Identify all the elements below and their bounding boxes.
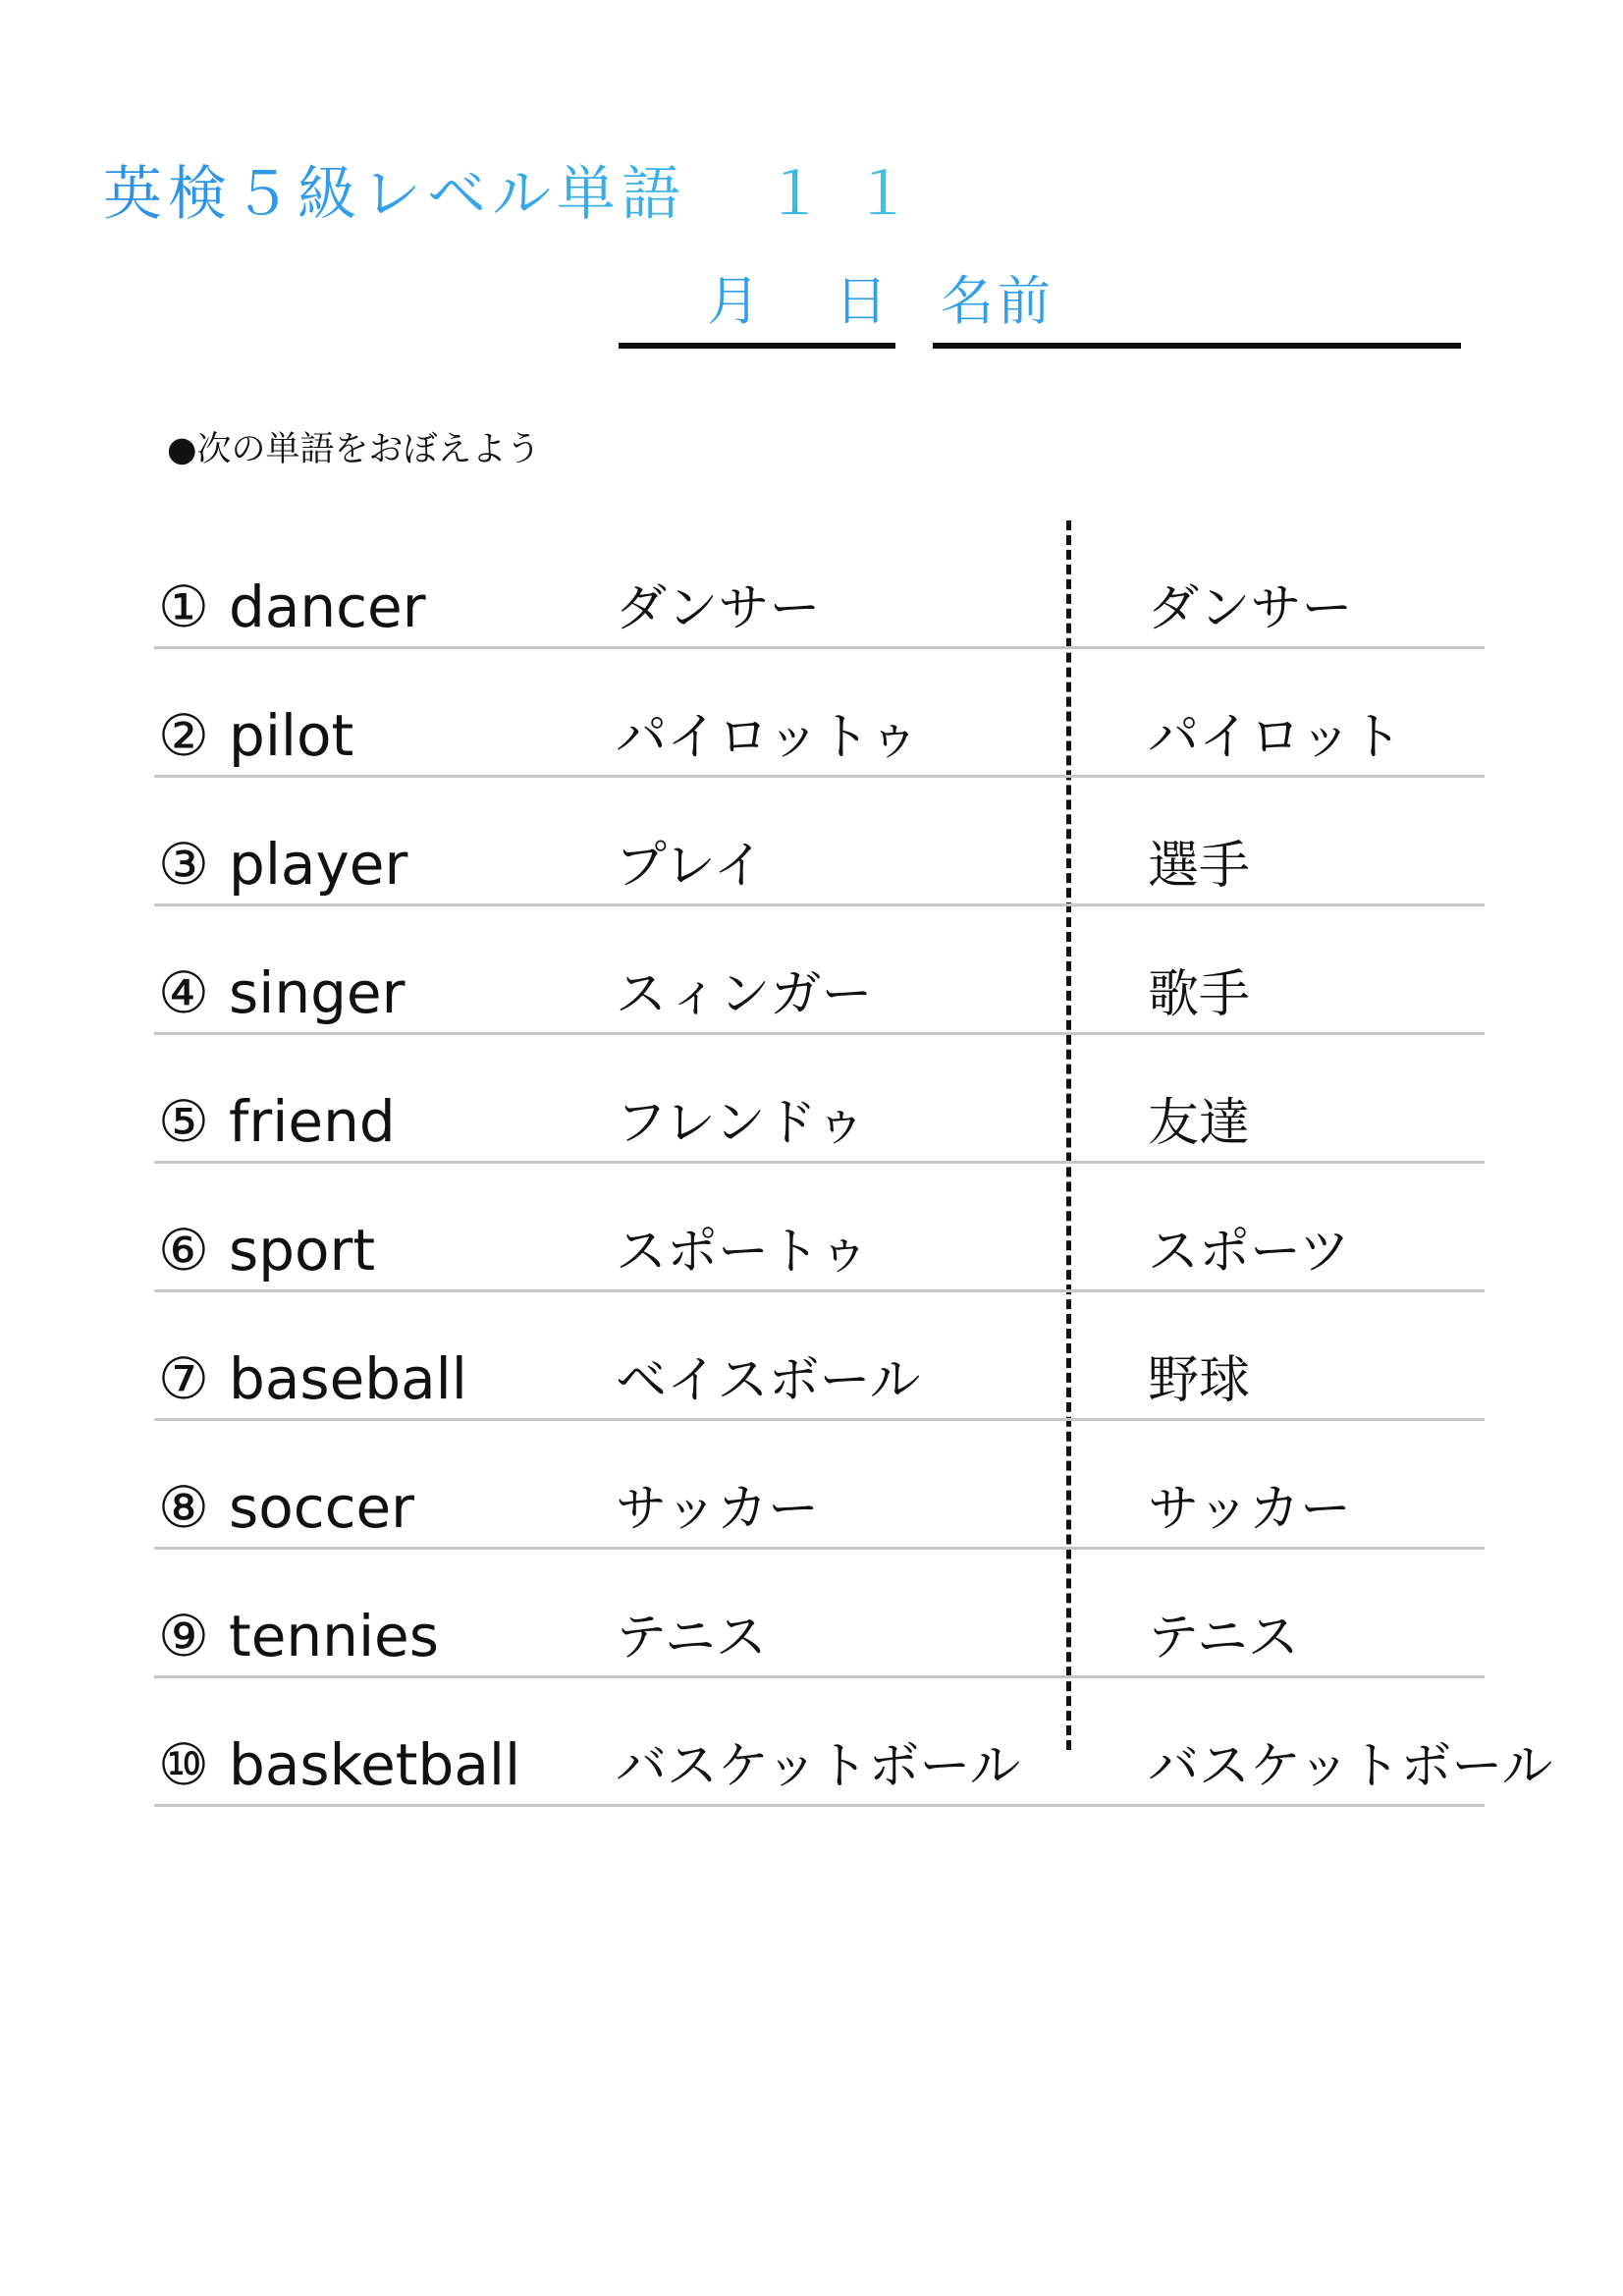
japanese-meaning: 友達 [1148, 1094, 1251, 1153]
word-index: ⑤ [158, 1088, 209, 1155]
english-word [158, 1731, 520, 1798]
name-label: 名前 [941, 270, 1055, 332]
japanese-meaning: パイロット [1148, 708, 1402, 767]
word-index: ⑦ [158, 1345, 209, 1412]
japanese-meaning: 野球 [1148, 1351, 1251, 1410]
katakana-reading: フレンドゥ [616, 1094, 867, 1153]
table-row [154, 1035, 1485, 1164]
english-word [158, 702, 353, 769]
english-text: sport [229, 1217, 376, 1284]
table-row [154, 649, 1485, 778]
english-text: dancer [229, 574, 426, 640]
katakana-reading: プレイ [616, 837, 765, 896]
table-row [154, 1550, 1485, 1678]
katakana-reading: テニス [616, 1609, 767, 1667]
table-row [154, 1678, 1553, 1807]
instruction-text: ●次の単語をおぼえよう [167, 430, 541, 469]
title-number: １１ [765, 160, 942, 229]
english-text: tennies [229, 1603, 439, 1669]
english-word [158, 959, 405, 1026]
english-word [158, 1345, 467, 1412]
japanese-meaning: サッカー [1148, 1480, 1351, 1539]
word-index: ① [158, 574, 209, 640]
katakana-reading: ダンサー [616, 579, 821, 638]
english-text: player [229, 831, 408, 898]
word-index: ② [158, 702, 209, 769]
japanese-meaning: 選手 [1148, 837, 1251, 896]
name-field[interactable] [933, 260, 1461, 349]
word-index: ⑩ [158, 1731, 209, 1798]
title-text: 英検５級レベル単語 [103, 160, 686, 229]
word-index: ⑨ [158, 1603, 209, 1669]
table-row [154, 1292, 1485, 1421]
english-word [158, 574, 426, 640]
japanese-meaning: スポーツ [1148, 1223, 1350, 1282]
english-text: basketball [229, 1731, 521, 1798]
katakana-reading: サッカー [616, 1480, 819, 1539]
english-text: friend [229, 1088, 396, 1155]
table-row [154, 520, 1485, 649]
table-row [154, 1164, 1485, 1292]
word-index: ⑥ [158, 1217, 209, 1284]
word-index: ③ [158, 831, 209, 898]
katakana-reading: パイロットゥ [616, 708, 920, 767]
word-index: ④ [158, 959, 209, 1026]
japanese-meaning: テニス [1148, 1609, 1299, 1667]
english-text: baseball [229, 1345, 467, 1412]
word-index: ⑧ [158, 1474, 209, 1541]
katakana-reading: ベイスボール [616, 1351, 921, 1410]
month-label: 月 [707, 270, 760, 332]
english-word [158, 1474, 414, 1541]
worksheet-title [103, 147, 942, 232]
english-word [158, 831, 407, 898]
table-row [154, 1421, 1485, 1550]
english-text: singer [229, 959, 406, 1026]
japanese-meaning: 歌手 [1148, 965, 1251, 1024]
table-row [154, 778, 1485, 906]
english-text: pilot [229, 702, 354, 769]
english-word [158, 1088, 396, 1155]
english-text: soccer [229, 1474, 415, 1541]
date-field[interactable] [619, 260, 895, 349]
table-row [154, 906, 1485, 1035]
katakana-reading: バスケットボール [616, 1737, 1021, 1796]
vocabulary-table [154, 520, 1553, 1807]
katakana-reading: スィンガー [616, 965, 873, 1024]
english-word [158, 1603, 439, 1669]
english-word [158, 1217, 375, 1284]
katakana-reading: スポートゥ [616, 1223, 870, 1282]
japanese-meaning: バスケットボール [1148, 1737, 1553, 1796]
japanese-meaning: ダンサー [1148, 579, 1353, 638]
day-label: 日 [835, 270, 888, 332]
